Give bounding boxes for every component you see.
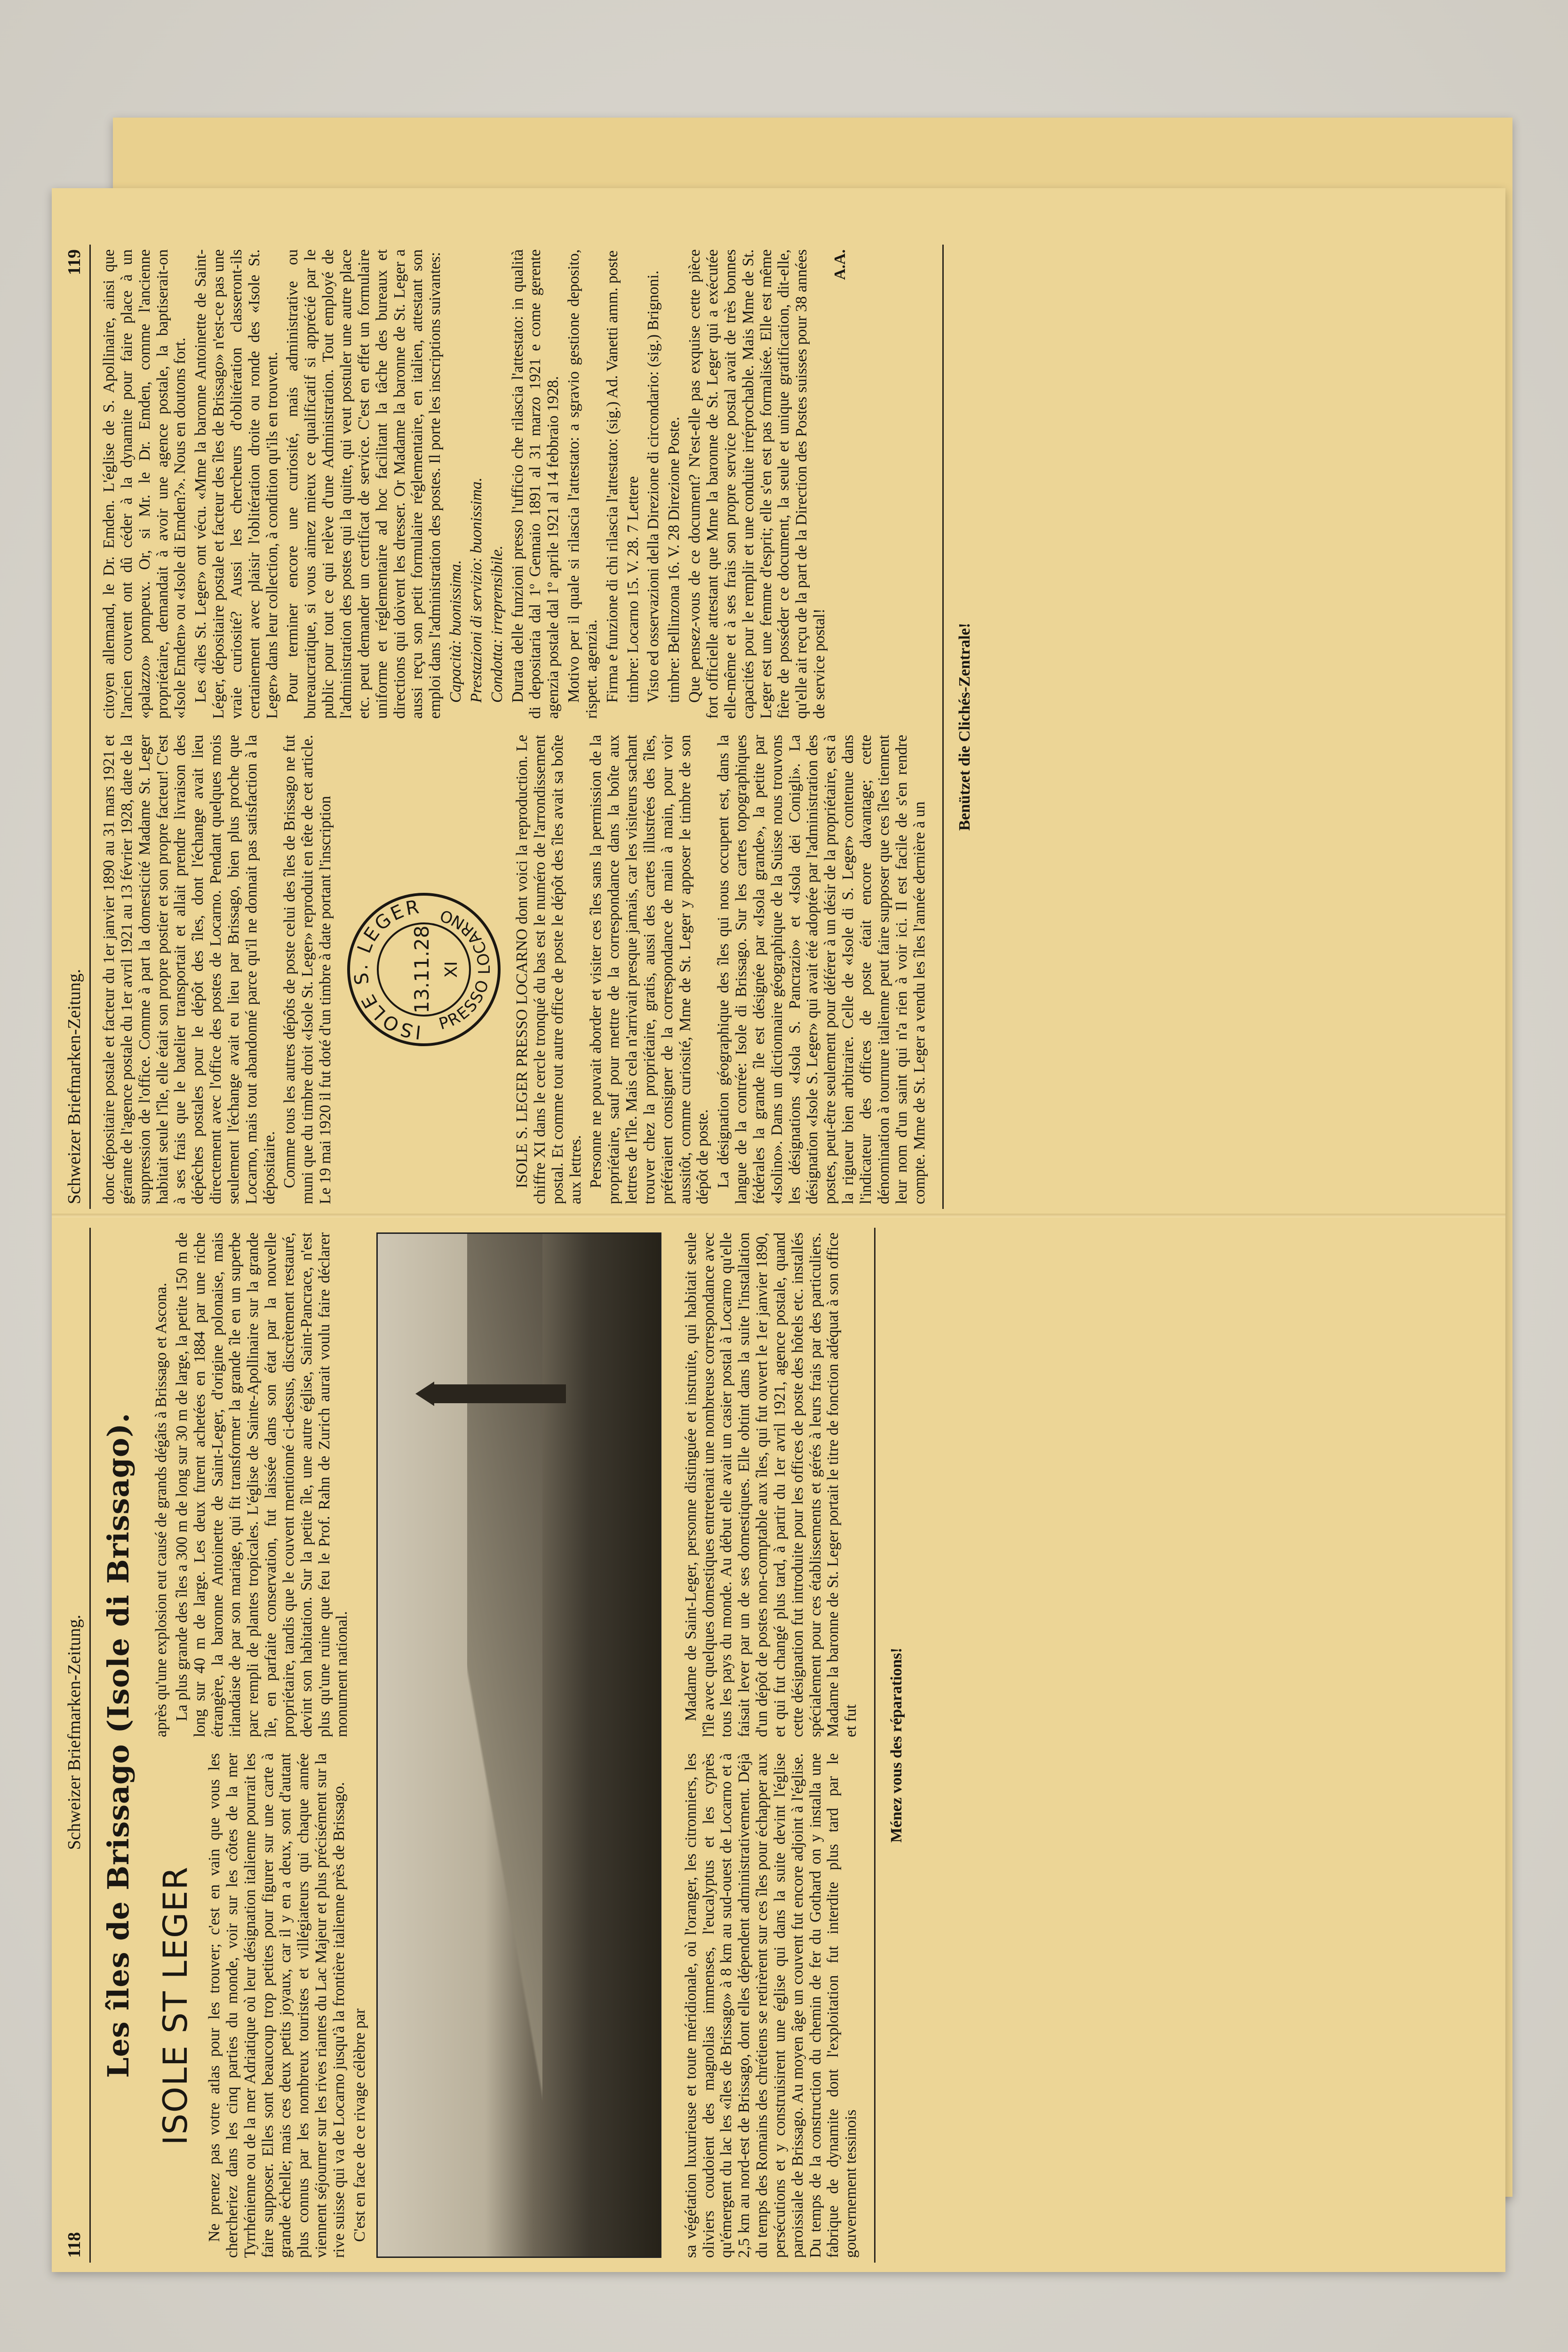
paragraph: Pour terminer encore une curiosité, mais administrative ou bureaucratique, si vous aimez mieux ce qualificatif si apprécié par le public pour tout ce qui relève d'une Administration. Tout employé de l'administration des postes qui la quitte, qui veut postuler une autre place etc. peut demander un certificat de service. C'est en effet un formulaire uniforme et réglementaire ad hoc facilitant la tâche des bureaux et directions qui doivent les dresser. Or Madame la baronne de St. Leger a aussi reçu son petit formulaire réglementaire, en italien, attestant son emploi dans l'administration des postes. Il porte les inscriptions suivantes: <box>284 249 444 719</box>
paragraph: Comme tous les autres dépôts de poste celui des îles de Brissago ne fut muni que du timbre droit «Isole St. Leger» reproduit en tête de cet article. Le 19 mai 1920 il fut doté d'un timbre à date portant l'inscription <box>281 735 334 1204</box>
attest-line: Capacità: buonissima. <box>447 560 465 703</box>
page-number: 119 <box>64 249 84 275</box>
paragraph: Ne prenez pas votre atlas pour les trouver; c'est en vain que vous les chercheriez dans les cinq parties du monde, voir sur les côtes de la mer Tyrrhénienne ou de la mer Adriatique où leur désignation italienne pourrait les faire supposer. Elles sont beaucoup trop petites pour figurer sur une carte à grande échelle; mais ces deux petits joyaux, car il y en a deux, sont d'autant plus connus par les nombreux touristes et villégiateurs qui chaque année viennent séjourner sur les rives riantes du Lac Majeur et plus précisément sur la rive suisse qui va de Locarno jusqu'à la frontière italienne près de Brissago. <box>206 1753 348 2258</box>
attest-line: Prestazioni di servizio: buonissima. <box>467 477 485 703</box>
paragraph: citoyen allemand, le Dr. Emden. L'église de S. Apollinaire, ainsi que l'ancien couvent ont dû céder à la dynamite pour faire place à un «palazzo» pompeux. Or, si Mr. le Dr. Emden, comme l'ancienne propriétaire, demandait à avoir une agence postale, la baptiserait-on «Isole Emden» ou «Isole di Emden?». Nous en doutons fort. <box>100 249 189 719</box>
paragraph: Madame de Saint-Leger, personne distinguée et instruite, qui habitait seule l'île avec quelques domestiques entretenait une nombreuse correspondance avec tous les pays du monde. Au début elle avait un casier postal à Locarno qu'elle faisait lever par un de ses domestiques. Elle obtint dans la suite l'installation d'un dépôt de postes non-comptable aux îles, qui fut ouvert le 1er janvier 1890, et qui fut changé plus tard, à partir du 1er avril 1921, agence postale, quand cette désignation fut introduite pour les offices de poste des hôtels etc. installés spécialement pour ces établissements et gérés à leurs frais par des particuliers. Madame la baronne de St. Leger portait le titre de fonction adéquat à son office et fut <box>682 1232 860 1737</box>
paragraph: C'est en face de ce rivage célèbre par <box>350 2008 368 2242</box>
attest-line: Durata delle funzioni presso l'ufficio che rilascia l'attestato: in qualità di depositaria dal 1º Gennaio 1891 al 31 marzo 1921 e come gerente agenzia postale dal 1º aprile 1921 al 14 febbraio 1928. <box>509 249 562 719</box>
page-fold <box>52 1214 1505 1217</box>
column-left-lower <box>682 1753 863 2258</box>
journal-title: Schweizer Briefmarken-Zeitung. <box>64 1614 84 1850</box>
page-footer: Benützet die Clichés-Zentrale! <box>942 245 974 1209</box>
column-right-lower <box>682 1232 863 1737</box>
paragraph: La plus grande des îles a 300 m de long sur 30 m de large, la petite 150 m de long sur 40 m de large. Les deux furent achetées en 1884 par une riche étrangère, la baronne Antoinette de Saint-Leger, d'origine polonaise, mais irlandaise de par son mariage, qui fit transformer la grande île en un superbe parc rempli de plantes tropicales. L'église de Sainte-Apollinaire sur la grande île, en parfaite conservation, fut laissée dans son état par la nouvelle propriétaire, tandis que le couvent mentionné ci-dessus, discrètement restauré, devint son habitation. Sur la petite île, une autre église, Saint-Pancrace, n'est plus qu'une ruine que feu le Prof. Rahn de Zurich aurait voulu faire déclarer monument national. <box>173 1232 351 1737</box>
column-right <box>152 1232 372 1737</box>
column-left <box>152 1753 372 2258</box>
page-118 <box>61 1228 1472 2263</box>
attest-line: Motivo per il quale si rilascia l'attestato: a sgravio gestione deposito, rispett. agenzia. <box>565 249 600 719</box>
paragraph: donc dépositaire postale et facteur du 1er janvier 1890 au 31 mars 1921 et gérante de l'agence postale du 1er avril 1921 au 13 février 1928, date de la suppression de l'office. Comme à part la domesticité Madame St. Leger habitait seule l'île, elle était son propre postier et son propre facteur! C'est à ses frais que le batelier transportait et allait prendre livraison des dépêches postales pour le dépôt des îles, dont l'échange avait lieu directement avec l'office des postes de Locarno. Pendant quelques mois seulement l'échange avait eu lieu par Brissago, bien plus proche que Locarno, mais tout abandonné parce qu'il ne donnait pas satisfaction à la dépositaire. <box>100 735 278 1204</box>
stamp-date: 13.11.28 <box>410 925 433 1014</box>
paragraph: Que pensez-vous de ce document? N'est-elle pas exquise cette pièce fort officielle attestant que Mme la baronne de St. Leger qui a exécutée elle-même et à ses frais son propre service postal avait de très bonnes capacités pour le remplir et une conduite irréprochable. Mais Mme de St. Leger est une femme d'esprit; elle s'en est pas formalisée. Elle est même fière de posséder ce document, la seule et unique gratification, dit-elle, qu'elle ait reçu de la part de la Direction des Postes suisses pour 38 années de service postal! <box>686 249 828 719</box>
island-photograph <box>376 1232 661 2258</box>
photo-church-tower <box>434 1384 566 1403</box>
paragraph: La désignation géographique des îles qui nous occupent est, dans la langue de la contrée: Isole di Brissago. Sur les cartes topographiques fédérales la grande île est désignée par «Isola grande», la petite par «Isolino». Dans un dictionnaire géographique de la Suisse nous trouvons les désignations «Isola S. Pancrazio» et «Isola dei Conigli». La désignation «Isole S. Leger» qui avait été adoptée par l'administration des postes, peut-être seulement pour déférer à un désir de la propriétaire, est à la rigueur bien arbitraire. Celle de «Isole di S. Leger» contenue dans l'indicateur des offices de poste était encore davantage; cette dénomination à tournure italienne peut faire supposer que ces îles tiennent leur nom d'un saint qui n'a rien à voir ici. Il est facile de s'en rendre compte. Mme de St. Leger a vendu les îles l'année dernière à un <box>715 735 928 1204</box>
page-footer: Ménez vous des réparations! <box>874 1228 906 2263</box>
page-number: 118 <box>64 2232 84 2258</box>
column-right <box>100 249 931 719</box>
stamp-bottom-text: PRESSO LOCARNO <box>436 905 494 1034</box>
stamp-arrondissement: XI <box>441 961 461 978</box>
column-left <box>100 735 931 1204</box>
attest-line: timbre: Locarno 15. V. 28. 7 Lettere <box>624 476 642 703</box>
journal-title: Schweizer Briefmarken-Zeitung. <box>64 969 84 1204</box>
attest-line: timbre: Bellinzona 16. V. 28 Direzione Poste. <box>665 416 683 703</box>
author-signature: A.A. <box>831 249 849 280</box>
article-headline: Les îles de Brissago (Isole di Brissago). <box>101 1412 135 2078</box>
attest-line: Condotta: irreprensibile. <box>488 545 506 703</box>
date-cancel-stamp <box>344 890 504 1049</box>
paragraph: ISOLE S. LEGER PRESSO LOCARNO dont voici la reproduction. Le chiffre XI dans le cercle tronqué du bas est le numéro de l'arrondissement postal. Et comme tout autre office de poste le dépôt des îles avait sa boîte aux lettres. <box>513 735 584 1204</box>
attest-line: Visto ed osservazioni della Direzione di circondario: (sig.) Brignoni. <box>645 270 662 703</box>
page-119 <box>61 245 1472 1209</box>
paragraph: Personne ne pouvait aborder et visiter ces îles sans la permission de la propriétaire, sauf pour mettre de la correspondance dans la boîte aux lettres de l'île. Mais cela n'arrivait presque jamais, car les visiteurs sachant trouver chez la propriétaire, gratis, aussi des cartes illustrées des îles, préféraient consigner de la correspondance de main à main, pour voir aussitôt, comme curiosité, Mme de St. Leger y apposer le timbre de son dépôt de poste. <box>587 735 712 1204</box>
running-head <box>61 245 91 1209</box>
paragraph: sa végétation luxurieuse et toute méridionale, où l'oranger, les citronniers, les oliviers coudoient des magnolias immenses, l'eucalyptus et les cyprès qu'émergent du lac les «îles de Brissago» à 8 km au sud-ouest de Locarno et à 2,5 km au nord-est de Brissago, dont elles dépendent administrativement. Déjà du temps des Romains des chrétiens se retirèrent sur ces îles pour échapper aux persécutions et y construisirent une église qui dans la suite devint l'église paroissiale de Brissago. Au moyen âge un couvent fut encore adjoint à l'église. Du temps de la construction du chemin de fer du Gothard on y installa une fabrique de dynamite dont l'exploitation fut interdite plus tard par le gouvernement tessinois <box>682 1753 860 2258</box>
attest-line: Firma e funzione di chi rilascia l'attestato: (sig.) Ad. Vanetti amm. poste <box>603 250 621 703</box>
cancel-reproduction: ISOLE ST LEGER <box>156 1866 195 2145</box>
running-head <box>61 1228 91 2263</box>
stamp-top-text: ISOLE S. LEGER <box>350 896 422 1043</box>
paragraph: après qu'une explosion eut causé de grands dégâts à Brissago et Ascona. <box>152 1282 170 1737</box>
paragraph: Les «îles St. Leger» ont vécu. «Mme la baronne Antoinette de Saint-Léger, dépositaire postale et facteur des îles de Brissago» n'est-ce pas une vraie curiosité? Aussi les chercheurs d'oblitération classeront-ils certainement avec plaisir l'oblitération droite ou ronde des «Isole St. Leger» dans leur collection, à condition qu'ils en trouvent. <box>192 249 281 719</box>
